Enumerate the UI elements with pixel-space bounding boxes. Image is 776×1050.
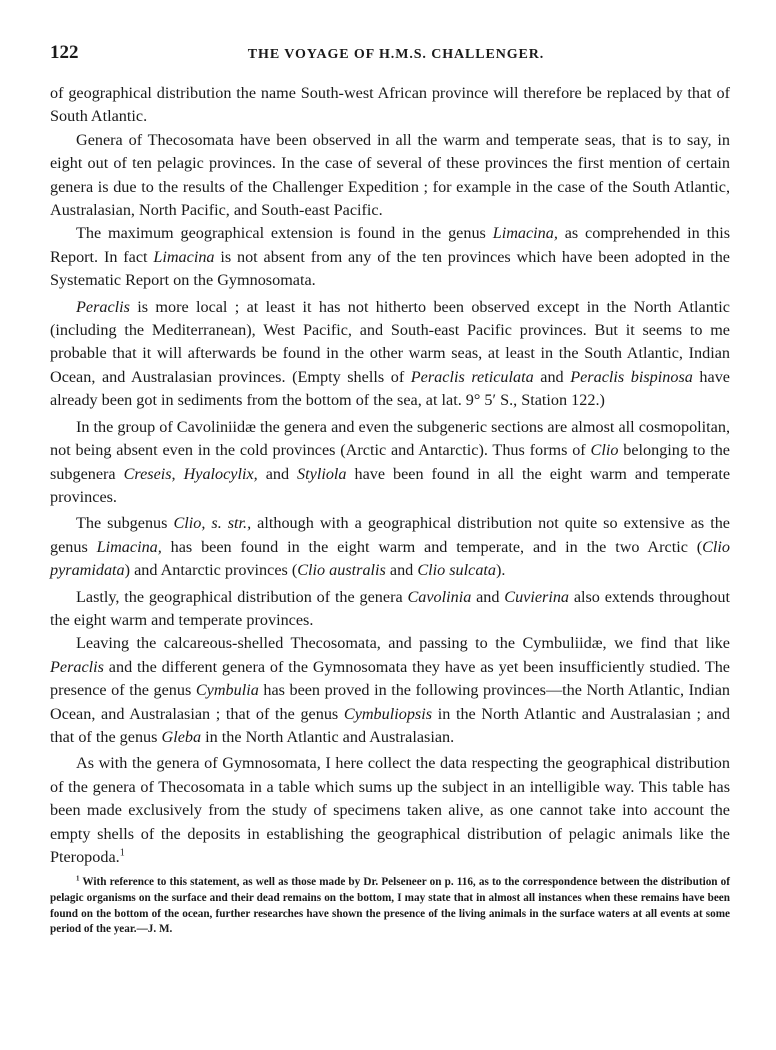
text-run: have been found in all the eight warm and temperate provinces.: [50, 464, 731, 506]
running-head: THE VOYAGE OF H.M.S. CHALLENGER.: [247, 47, 545, 62]
paragraph: [50, 416, 730, 510]
text-run: The subgenus: [76, 514, 174, 533]
italic-text: Gleba: [161, 727, 202, 746]
text-run: has been proved in the following provinces—the North Atlantic, Indian Ocean, and Australasian ; that of the genus: [50, 681, 730, 723]
paragraph: [50, 586, 730, 633]
paragraph: [50, 512, 730, 582]
text-run: As with the genera of Gymnosomata, I here collect the data respecting the geographical distribution of the genera of Thecosomata in a table which sums up the subject in an intelligible way. This table has been made exclusively from the study of specimens taken alive, as one cannot take into account the empty shells of the deposits in establishing the geographical distribution of pelagic animals like the Pteropoda.: [50, 754, 730, 866]
text-run: has been found in the eight warm and temperate, and in the two Arctic (: [161, 537, 703, 556]
text-run: Leaving the calcareous-shelled Thecosomata, and passing to the Cymbuliidæ, we find that like: [76, 634, 730, 653]
footnote: [50, 875, 730, 937]
page-header: [50, 42, 730, 64]
italic-text: Peraclis: [76, 297, 130, 316]
text-run: Lastly, the geographical distribution of the genera: [76, 587, 408, 606]
text-run: although with a geographical distribution not quite so extensive as the genus: [50, 514, 730, 556]
italic-text: Cymbulia: [195, 681, 259, 700]
footnote-reference: 1: [119, 847, 125, 859]
text-run: in the North Atlantic and Australasian ; and that of the genus: [50, 704, 730, 746]
italic-text: Peraclis reticulata: [410, 367, 534, 386]
footnote-text: With reference to this statement, as well as those made by Dr. Pelseneer on p. 116, as to the correspondence between the distribution of pelagic organisms on the surface and their dead remains on the bottom, I may state that in almost all instances when these remains have been found on the bottom of the ocean, further researches have shown the presence of the living animals in the surface waters at all events at some period of the year.—J. M.: [50, 876, 730, 936]
text-run: also extends throughout the eight warm and temperate provinces.: [50, 587, 730, 629]
text-run: ) and Antarctic provinces (: [124, 561, 298, 580]
text-run: is not absent from any of the ten provinces which have been adopted in the Systematic Report on the Gymnosomata.: [50, 247, 730, 290]
italic-text: Creseis, Hyalocylix,: [123, 464, 258, 483]
italic-text: Peraclis bispinosa: [570, 367, 693, 386]
paragraph: [50, 222, 730, 292]
footnote-marker: 1: [76, 874, 80, 883]
italic-text: Cymbuliopsis: [343, 704, 433, 723]
text-run: Genera of Thecosomata have been observed in all the warm and temperate seas, that is to say, in eight out of ten pelagic provinces. In the case of several of these provinces the first mention of certain genera is due to the results of the Challenger Expedition ; for example in the case of the South Atlantic, Australasian, North Pacific, and South-east Pacific.: [50, 130, 730, 220]
italic-text: Clio sulcata: [417, 561, 497, 580]
paragraph: [50, 82, 730, 129]
page-number: 122: [50, 42, 79, 63]
text-run: ).: [496, 561, 506, 580]
paragraph: [50, 129, 730, 223]
text-run: in the North Atlantic and Australasian.: [201, 727, 455, 746]
italic-text: Peraclis: [50, 657, 104, 676]
body-text: [50, 82, 730, 869]
text-run: and: [533, 367, 571, 386]
paragraph: [50, 632, 730, 749]
text-run: of geographical distribution the name South-west African province will therefore be replaced by that of South Atlantic.: [50, 84, 730, 126]
italic-text: Cavolinia: [407, 587, 472, 606]
paragraph: [50, 752, 730, 869]
text-run: have already been got in sediments from the bottom of the sea, at lat. 9° 5′ S., Station 122.): [50, 367, 730, 410]
italic-text: Clio pyramidata: [50, 537, 730, 580]
text-run: The maximum geographical extension is found in the genus: [76, 224, 493, 243]
italic-text: Styliola: [297, 464, 347, 483]
italic-text: Limacina: [153, 247, 215, 266]
italic-text: Clio: [590, 441, 619, 460]
text-run: and the different genera of the Gymnosomata they have as yet been insufficiently studied. The presence of the genus: [50, 657, 730, 700]
italic-text: Clio, s. str.,: [173, 514, 252, 533]
paragraph: [50, 296, 730, 413]
text-run: is more local ; at least it has not hitherto been observed except in the North Atlantic (including the Mediterranean), West Pacific, and South-east Pacific provinces. But it seems to me probable that it will afterwards be found in the other warm seas, at least in the South Atlantic, Indian Ocean, and Australasian provinces. (Empty shells of: [50, 297, 730, 386]
italic-text: Clio australis: [297, 561, 386, 580]
text-run: belonging to the subgenera: [50, 441, 730, 483]
text-run: In the group of Cavoliniidæ the genera and even the subgeneric sections are almost all cosmopolitan, not being absent even in the cold provinces (Arctic and Antarctic). Thus forms of: [50, 417, 730, 460]
text-run: as comprehended in this Report. In fact: [50, 224, 730, 266]
italic-text: Cuvierina: [504, 587, 570, 606]
text-run: and: [471, 587, 505, 606]
text-run: and: [257, 464, 298, 483]
text-run: and: [385, 561, 418, 580]
italic-text: Limacina,: [96, 537, 162, 556]
italic-text: Limacina,: [492, 224, 558, 243]
